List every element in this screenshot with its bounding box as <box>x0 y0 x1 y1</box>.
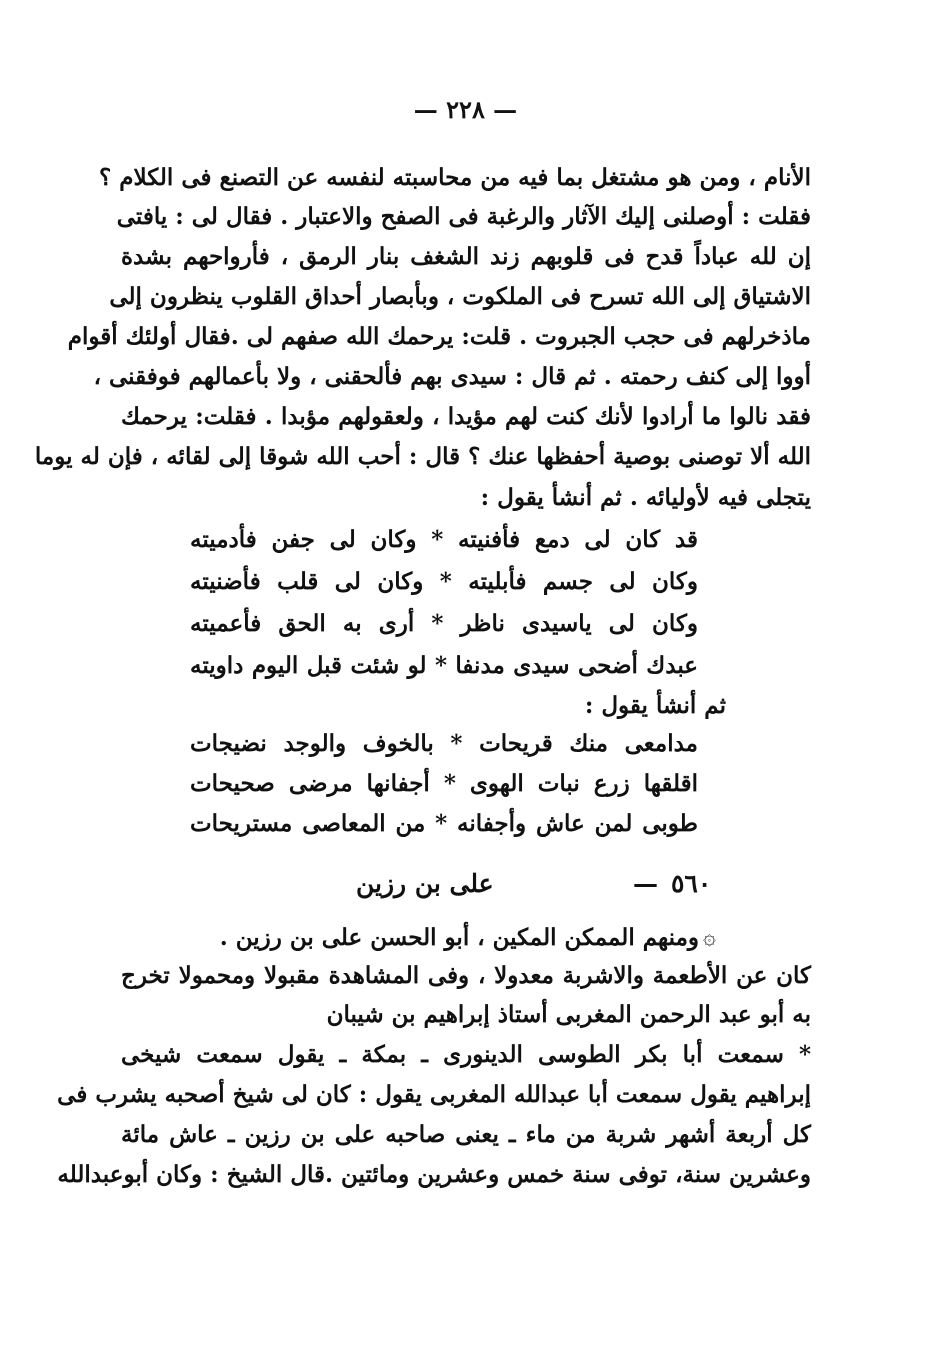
verse-line: وكان لى ياسيدى ناظر * أرى به الحق فأعميته <box>190 610 698 637</box>
text-line: وعشرين سنة، توفى سنة خمس وعشرين ومائتين .قال الشيخ : وكان أبوعبدالله <box>57 1161 811 1188</box>
text-line: أووا إلى كنف رحمته . ثم قال : سيدى بهم فألحقنى ، ولا بأعمالهم فوفقنى ، <box>93 363 811 390</box>
text-line: إن لله عباداً قدح فى قلوبهم زند الشغف بنار الرمق ، فأرواحهم بشدة <box>121 243 811 270</box>
text-line: كل أربعة أشهر شربة من ماء ـ يعنى صاحبه على بن رزين ـ عاش مائة <box>121 1121 811 1148</box>
page-number: — ٢٢٨ — <box>413 95 518 124</box>
text-line: الاشتياق إلى الله تسرح فى الملكوت ، وبأبصار أحداق القلوب ينظرون إلى <box>109 283 811 310</box>
entry-number: ٥٦٠ <box>671 869 712 898</box>
text-line: فقد نالوا ما أرادوا لأنك كنت لهم مؤيدا ، ولعقولهم مؤبدا . فقلت: يرحمك <box>121 403 811 430</box>
text-line: الله ألا توصنى بوصية أحفظها عنك ؟ قال : أحب الله شوقا إلى لقائه ، فإن له يوما <box>34 443 811 470</box>
verse-line: وكان لى جسم فأبليته * وكان لى قلب فأضنيته <box>190 568 698 595</box>
verse-line: اقلقها زرع نبات الهوى * أجفانها مرضى صحيحات <box>190 770 698 797</box>
text-line: ماذخرلهم فى حجب الجبروت . قلت: يرحمك الله صفهم لى .فقال أولئك أقوام <box>67 323 811 350</box>
text-line: يتجلى فيه لأوليائه . ثم أنشأ يقول : <box>480 484 811 511</box>
text-line: كان عن الأطعمة والاشربة معدولا ، وفى المشاهدة مقبولا ومحمولا تخرج <box>121 962 811 989</box>
verse-line: مدامعى منك قريحات * بالخوف والوجد نضيجات <box>190 730 698 757</box>
text-line: إبراهيم يقول سمعت أبا عبدالله المغربى يقول : كان لى شيخ أصحبه يشرب فى <box>57 1081 811 1108</box>
text-line: * سمعت أبا بكر الطوسى الدينورى ـ بمكة ـ يقول سمعت شيخى <box>121 1041 811 1068</box>
heading-dash: — <box>633 869 658 898</box>
text-line: فقلت : أوصلنى إليك الآثار والرغبة فى الصفح والاعتبار . فقال لى : يافتى <box>116 203 811 230</box>
ornament-icon: ۞ <box>703 925 716 950</box>
text-line: ثم أنشأ يقول : <box>584 692 726 719</box>
text-line: ومنهم الممكن المكين ، أبو الحسن على بن رزين . <box>219 924 699 951</box>
verse-line: قد كان لى دمع فأفنيته * وكان لى جفن فأدميته <box>190 526 698 553</box>
text-line: به أبو عبد الرحمن المغربى أستاذ إبراهيم بن شيبان <box>326 1001 811 1028</box>
verse-line: عبدك أضحى سيدى مدنفا * لو شئت قبل اليوم داويته <box>190 652 698 679</box>
text-line: الأنام ، ومن هو مشتغل بما فيه من محاسبته لنفسه عن التصنع فى الكلام ؟ <box>99 164 811 191</box>
verse-line: طوبى لمن عاش وأجفانه * من المعاصى مستريحات <box>190 810 698 837</box>
entry-name: على بن رزين <box>356 869 494 898</box>
